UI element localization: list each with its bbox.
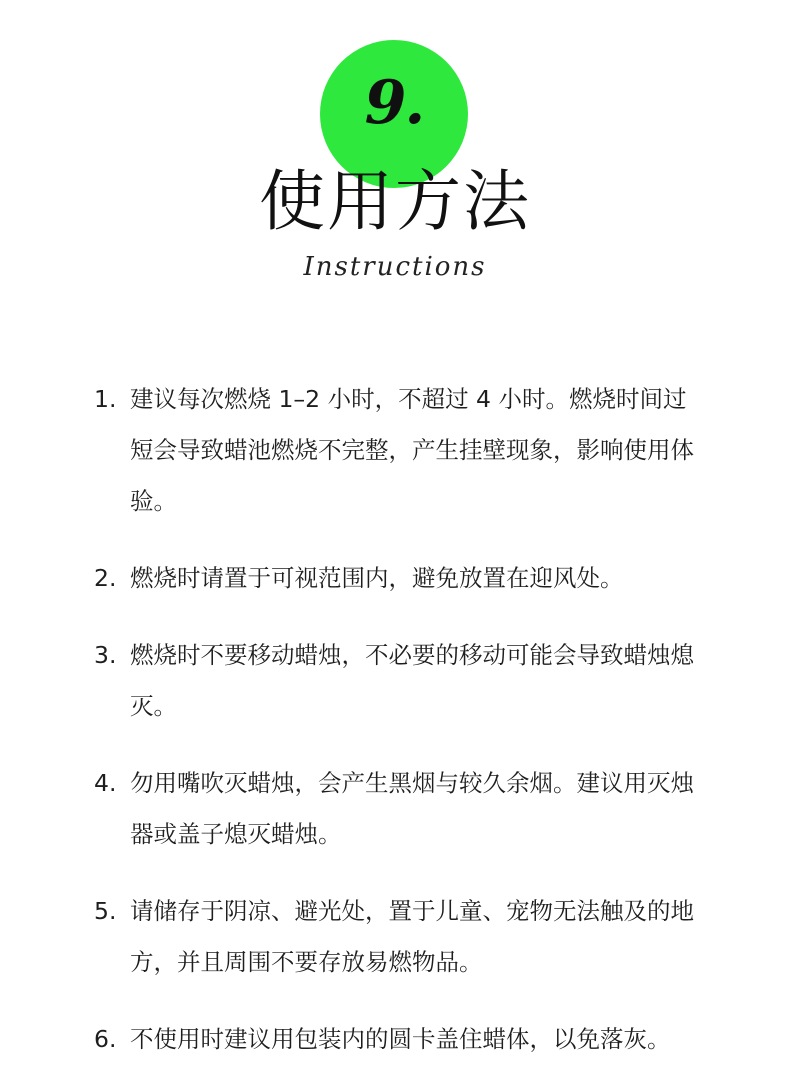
instruction-item bbox=[0, 630, 790, 732]
instruction-item bbox=[0, 758, 790, 860]
instruction-list bbox=[0, 374, 790, 1091]
section-header bbox=[0, 0, 790, 300]
instruction-item bbox=[0, 553, 790, 604]
instruction-number: 6. bbox=[94, 1025, 117, 1053]
instruction-item bbox=[0, 374, 790, 527]
instruction-number: 2. bbox=[94, 564, 117, 592]
instruction-text: 勿用嘴吹灭蜡烛，会产生黑烟与较久余烟。建议用灭烛器或盖子熄灭蜡烛。 bbox=[130, 769, 694, 848]
instruction-text: 建议每次燃烧 1–2 小时，不超过 4 小时。燃烧时间过短会导致蜡池燃烧不完整，产生挂壁现象，影响使用体验。 bbox=[130, 385, 694, 515]
instruction-text: 请储存于阴凉、避光处，置于儿童、宠物无法触及的地方，并且周围不要存放易燃物品。 bbox=[130, 897, 694, 976]
instruction-item bbox=[0, 886, 790, 988]
instruction-text: 不使用时建议用包装内的圆卡盖住蜡体，以免落灰。 bbox=[130, 1025, 671, 1053]
section-title: 使用方法 bbox=[259, 163, 531, 240]
instruction-item bbox=[0, 1014, 790, 1065]
instruction-text: 燃烧时不要移动蜡烛，不必要的移动可能会导致蜡烛熄灭。 bbox=[130, 641, 694, 720]
section-subtitle: Instructions bbox=[303, 252, 487, 282]
instruction-text: 燃烧时请置于可视范围内，避免放置在迎风处。 bbox=[130, 564, 624, 592]
instruction-number: 1. bbox=[94, 385, 117, 413]
section-number: 9. bbox=[364, 68, 424, 138]
instruction-number: 3. bbox=[94, 641, 117, 669]
instruction-number: 5. bbox=[94, 897, 117, 925]
instruction-number: 4. bbox=[94, 769, 117, 797]
